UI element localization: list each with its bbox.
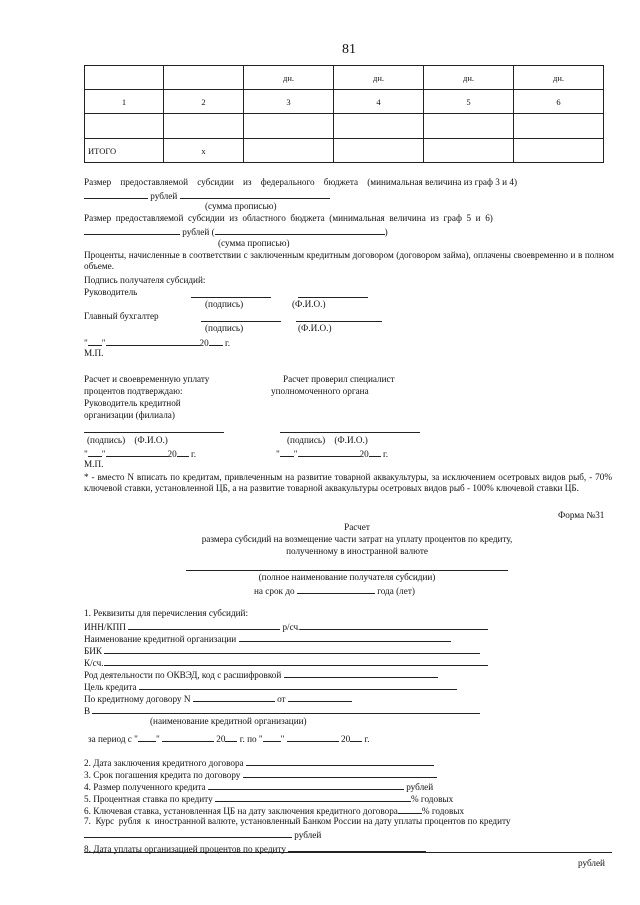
day-blank <box>88 447 102 457</box>
rs-blank <box>300 620 488 630</box>
month-blank <box>106 336 200 346</box>
quote: " <box>84 338 88 348</box>
amount-blank <box>84 189 148 199</box>
item-7-unit: рублей <box>294 830 322 840</box>
sign-caption: (подпись) <box>205 323 244 333</box>
recipient-caption: (полное наименование получателя субсидии) <box>258 572 436 582</box>
table-cell: x <box>164 139 244 163</box>
item-7: 7. Курс рубля к иностранной валюте, установленный Банком России на дату уплаты процентов по кредиту <box>84 816 511 826</box>
table-row <box>85 90 604 114</box>
head-sign-line <box>191 297 271 298</box>
fio-caption: (Ф.И.О.) <box>334 435 368 445</box>
stamp-label: М.П. <box>84 459 104 469</box>
fio-caption: (Ф.И.О.) <box>134 435 168 445</box>
sign-fio-caption-left <box>87 435 168 446</box>
table-cell: дн. <box>514 66 604 90</box>
day-blank <box>263 732 281 742</box>
sign-caption: (подпись) <box>205 299 244 309</box>
period-end: г. <box>364 734 370 744</box>
page-number: 81 <box>342 42 356 57</box>
contract-number-blank <box>193 692 275 702</box>
amount-words-blank <box>215 225 385 235</box>
table-cell <box>164 114 244 139</box>
item-6-unit: % годовых <box>421 806 465 816</box>
table-row <box>85 66 604 90</box>
ks-blank <box>104 656 488 666</box>
term-blank <box>297 584 375 594</box>
head-fio-line <box>298 297 368 298</box>
item-5-blank <box>215 792 411 802</box>
year-suffix: г. <box>191 449 197 459</box>
interest-paid-statement: Проценты, начисленные в соответствии с заключенным кредитным договором (договором займа), оплачены своевременно и в полном объеме. <box>84 250 614 271</box>
year-blank <box>369 447 381 457</box>
term-prefix: на срок до <box>254 586 295 596</box>
sum-caption: (сумма прописью) <box>205 201 277 211</box>
item-7-blank <box>84 828 292 838</box>
verify-left-4: организации (филиала) <box>84 410 175 420</box>
bank-caption: (наименование кредитной организации) <box>150 716 307 726</box>
year-prefix: 20 <box>216 734 226 744</box>
regional-subsidy-amount <box>84 225 388 238</box>
table-cell: 3 <box>244 90 334 114</box>
table-cell <box>334 139 424 163</box>
verify-right-2: уполномоченного органа <box>271 386 369 396</box>
form-title-2: размера субсидий на возмещение части затрат на уплату процентов по кредиту, <box>201 534 513 544</box>
subsidy-table <box>84 65 604 163</box>
year-blank <box>209 336 223 346</box>
term-line <box>254 584 415 597</box>
sign-caption: (подпись) <box>287 435 326 445</box>
table-cell <box>514 139 604 163</box>
rubles-label: рублей ( <box>182 227 215 237</box>
verify-date-left: " " 20 г. <box>84 449 197 459</box>
regional-subsidy-line: Размер предоставляемой субсидии из областного бюджета (минимальная величина из граф 5 и 6) <box>84 213 493 223</box>
verify-right-1: Расчет проверил специалист <box>283 374 395 384</box>
quote: " <box>280 734 285 744</box>
table-row <box>85 114 604 139</box>
table-row <box>85 139 604 163</box>
table-cell <box>424 139 514 163</box>
item-2-blank <box>246 756 434 766</box>
table-cell: 1 <box>85 90 164 114</box>
table-cell: дн. <box>424 66 514 90</box>
bik-label: БИК <box>84 646 103 656</box>
stamp-label: М.П. <box>84 348 104 358</box>
contract-label: По кредитному договору N <box>84 694 191 704</box>
fio-caption: (Ф.И.О.) <box>292 299 326 309</box>
item-5-label: 5. Процентная ставка по кредиту <box>84 794 213 804</box>
accountant-label: Главный бухгалтер <box>84 311 159 321</box>
year-blank <box>350 732 362 742</box>
okved-label: Род деятельности по ОКВЭД, код с расшифровкой <box>84 670 282 680</box>
accountant-fio-line <box>296 321 382 322</box>
table-cell: дн. <box>334 66 424 90</box>
table-cell <box>424 114 514 139</box>
table-cell <box>164 66 244 90</box>
item-4-blank <box>208 780 404 790</box>
table-cell <box>244 114 334 139</box>
amount-blank <box>84 225 180 235</box>
year-suffix: г. <box>383 449 389 459</box>
quote: " <box>101 338 106 348</box>
v-label: В <box>84 706 91 716</box>
verify-date-right: " " 20 г. <box>276 449 389 459</box>
item-6-blank <box>398 804 422 814</box>
table-cell <box>244 139 334 163</box>
item-4-unit: рублей <box>406 782 434 792</box>
inn-label: ИНН/КПП <box>84 622 126 632</box>
day-blank <box>88 336 102 346</box>
form-title-3: полученному в иностранной валюте <box>286 546 428 556</box>
item-7-amount <box>84 828 321 841</box>
verify-left-2: процентов подтверждаю: <box>84 386 183 396</box>
table-cell <box>514 114 604 139</box>
rubles-label: рублей <box>150 191 178 201</box>
item-4-label: 4. Размер полученного кредита <box>84 782 206 792</box>
accountant-sign-line <box>201 321 281 322</box>
table-cell: 4 <box>334 90 424 114</box>
bank-name-blank <box>239 632 451 642</box>
rs-label: р/сч. <box>282 622 301 632</box>
period-prefix: за период с " <box>88 734 138 744</box>
item-3-label: 3. Срок погашения кредита по договору <box>84 770 241 780</box>
period-mid: г. по " <box>239 734 263 744</box>
purpose-label: Цель кредита <box>84 682 137 692</box>
day-blank <box>280 447 294 457</box>
year-prefix: 20 <box>341 734 351 744</box>
table-cell <box>85 66 164 90</box>
table-cell <box>85 114 164 139</box>
bank-sign-line <box>84 432 224 433</box>
item-2-label: 2. Дата заключения кредитного договора <box>84 758 244 768</box>
fio-caption: (Ф.И.О.) <box>298 323 332 333</box>
table-cell: 5 <box>424 90 514 114</box>
year-blank <box>177 447 189 457</box>
month-blank <box>106 447 168 457</box>
sign-fio-caption-right <box>287 435 368 446</box>
specialist-sign-line <box>280 432 420 433</box>
verify-left-1: Расчет и своевременную уплату <box>84 374 210 384</box>
contract-from: от <box>277 694 286 704</box>
table-cell: 2 <box>164 90 244 114</box>
period-row <box>88 732 370 745</box>
verify-left-3: Руководитель кредитной <box>84 398 181 408</box>
federal-subsidy-line: Размер предоставляемой субсидии из федерального бюджета (минимальная величина из граф 3 и 4) <box>84 177 518 187</box>
table-cell: 6 <box>514 90 604 114</box>
sum-caption: (сумма прописью) <box>218 238 290 248</box>
bik-blank <box>104 644 480 654</box>
sign-caption: (подпись) <box>87 435 126 445</box>
ks-label: К/сч. <box>84 658 104 668</box>
bank-v-blank <box>92 704 480 714</box>
year-prefix: 20 <box>167 449 177 459</box>
amount-words-blank <box>180 189 330 199</box>
item-5-unit: % годовых <box>410 794 454 804</box>
month-blank <box>162 732 214 742</box>
section-requisites: 1. Реквизиты для перечисления субсидий: <box>84 608 249 618</box>
table-cell: дн. <box>244 66 334 90</box>
recipient-name-line <box>186 570 508 571</box>
item-8-blank <box>288 842 426 852</box>
month-blank <box>287 732 339 742</box>
item-8 <box>84 842 426 855</box>
contract-date-blank <box>288 692 352 702</box>
item-8-label: 8. Дата уплаты организацией процентов по кредиту <box>84 844 286 854</box>
year-blank <box>225 732 237 742</box>
term-suffix: года (лет) <box>377 586 415 596</box>
year-suffix: г. <box>225 338 231 348</box>
date-line <box>84 336 230 349</box>
item-6-label: 6. Ключевая ставка, установленная ЦБ на дату заключения кредитного договора <box>84 806 398 816</box>
head-label: Руководитель <box>84 287 138 297</box>
footnote: * - вместо N вписать по кредитам, привлеченным на развитие товарной аквакультуры, за исключением осетровых видов рыб, - 70% ключевой ставки, установленной ЦБ, а на развитие товарной аквакультуры осетровых видов рыб - 100% ключевой ставки ЦБ. <box>84 472 612 493</box>
paren-close: ) <box>384 227 388 237</box>
table-cell <box>334 114 424 139</box>
bank-name-label: Наименование кредитной организации <box>84 634 237 644</box>
quote: " <box>155 734 160 744</box>
form-number: Форма №31 <box>558 510 605 520</box>
item-8-separator <box>84 852 612 853</box>
year-prefix: 20 <box>199 338 209 348</box>
day-blank <box>138 732 156 742</box>
final-unit: рублей <box>578 858 605 868</box>
form-title-1: Расчет <box>344 522 370 532</box>
purpose-blank <box>139 680 457 690</box>
month-blank <box>298 447 360 457</box>
table-cell-total-label: ИТОГО <box>85 139 164 163</box>
item-3-blank <box>243 768 437 778</box>
signature-title: Подпись получателя субсидий: <box>84 275 206 285</box>
year-prefix: 20 <box>359 449 369 459</box>
okved-blank <box>284 668 438 678</box>
inn-blank <box>128 620 280 630</box>
